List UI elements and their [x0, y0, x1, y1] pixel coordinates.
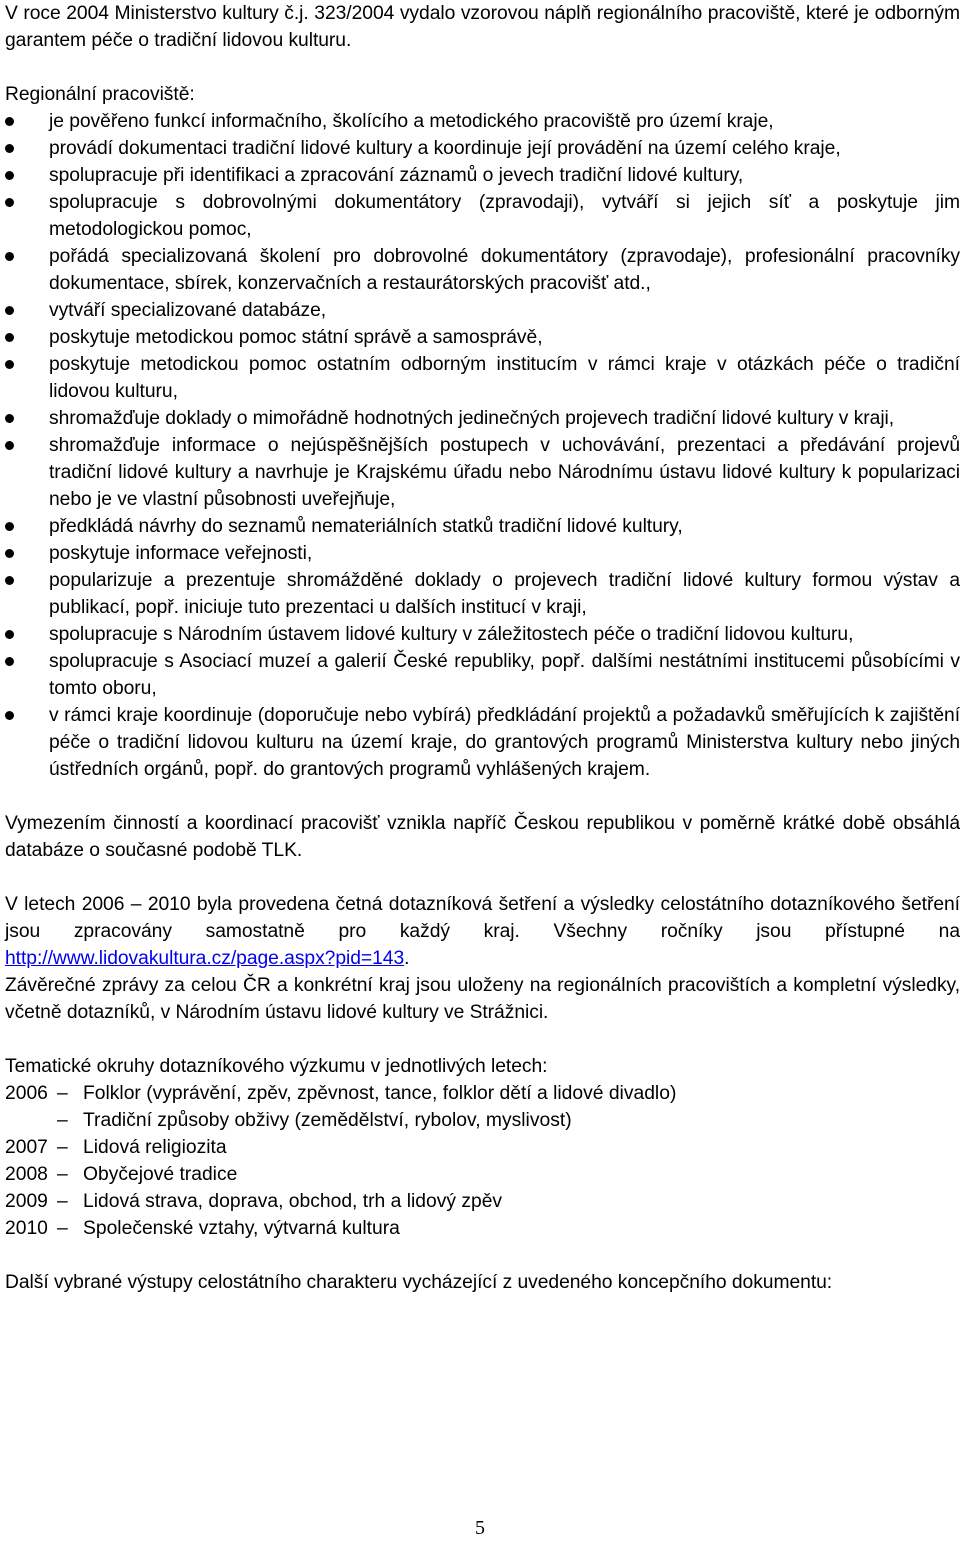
- list-item: [5, 702, 960, 783]
- topic-text: Společenské vztahy, výtvarná kultura: [83, 1218, 400, 1239]
- list-item-text: poskytuje metodickou pomoc ostatním odborným institucím v rámci kraje v otázkách péče o tradiční lidovou kulturu,: [49, 354, 960, 402]
- spacer: [5, 1242, 960, 1269]
- list-item-text: spolupracuje s dobrovolnými dokumentátory (zpravodaji), vytváří si jejich síť a poskytuje jim metodologickou pomoc,: [49, 192, 960, 240]
- bullet-icon: [5, 576, 14, 585]
- list-item: [5, 567, 960, 621]
- topic-year: 2010: [5, 1218, 48, 1239]
- list-item: [5, 243, 960, 297]
- bullet-icon: [5, 711, 14, 720]
- topic-year: 2008: [5, 1164, 48, 1185]
- list-item: [5, 162, 960, 189]
- bullet-icon: [5, 306, 14, 315]
- survey-text: V letech 2006 – 2010 byla provedena četná dotazníková šetření a výsledky celostátního dotazníkového šetření jsou zpracovány samostatně pro každý kraj. Všechny ročníky jsou přístupné na: [5, 894, 960, 942]
- bullet-icon: [5, 414, 14, 423]
- list-item: [5, 540, 960, 567]
- list-item: [5, 432, 960, 513]
- list-item: [5, 135, 960, 162]
- list-item: [5, 297, 960, 324]
- bullet-icon: [5, 117, 14, 126]
- bullet-icon: [5, 171, 14, 180]
- spacer: [5, 1026, 960, 1053]
- bullet-icon: [5, 198, 14, 207]
- list-item-text: spolupracuje při identifikaci a zpracování záznamů o jevech tradiční lidové kultury,: [49, 165, 744, 186]
- topic-year: 2006: [5, 1083, 48, 1104]
- list-item-text: popularizuje a prezentuje shromážděné doklady o projevech tradiční lidové kultury formou výstav a publikací, popř. iniciuje tuto prezentaci u dalších institucí v kraji,: [49, 570, 960, 618]
- coordination-paragraph: Vymezením činností a koordinací pracovišť vznikla napříč Českou republikou v poměrně krátké době obsáhlá databáze o současné podobě TLK.: [5, 813, 960, 861]
- list-item-text: pořádá specializovaná školení pro dobrovolné dokumentátory (zpravodaje), profesionální pracovníky dokumentace, sbírek, konzervačních a restaurátorských pracovišť atd.,: [49, 246, 960, 294]
- regional-duties-list: [5, 108, 960, 783]
- topic-dash: –: [57, 1218, 68, 1239]
- bullet-icon: [5, 333, 14, 342]
- list-item: [5, 405, 960, 432]
- survey-text-end: .: [404, 948, 410, 969]
- list-item-text: spolupracuje s Asociací muzeí a galerií České republiky, popř. dalšími nestátními institucemi působícími v tomto oboru,: [49, 651, 960, 699]
- topic-dash: –: [57, 1191, 68, 1212]
- list-item: [5, 351, 960, 405]
- page-number: 5: [475, 1517, 485, 1539]
- topic-row: [5, 1134, 960, 1161]
- bullet-icon: [5, 360, 14, 369]
- spacer: [5, 54, 960, 81]
- list-item-text: poskytuje informace veřejnosti,: [49, 543, 313, 564]
- bullet-icon: [5, 144, 14, 153]
- outputs-paragraph: Další vybrané výstupy celostátního charakteru vycházející z uvedeného koncepčního dokumentu:: [5, 1272, 833, 1293]
- topic-row: [5, 1080, 960, 1107]
- list-item-text: shromažďuje informace o nejúspěšnějších postupech v uchovávání, prezentaci a předávání projevů tradiční lidové kultury a navrhuje je Krajskému úřadu nebo Národnímu ústavu lidové kultury k popularizaci nebo je ve vlastní působnosti uveřejňuje,: [49, 435, 960, 510]
- bullet-icon: [5, 441, 14, 450]
- list-item-text: vytváří specializované databáze,: [49, 300, 327, 321]
- list-item: [5, 621, 960, 648]
- topic-year: [5, 1107, 57, 1134]
- topic-row: [5, 1215, 960, 1242]
- bullet-icon: [5, 657, 14, 666]
- reports-paragraph: Závěrečné zprávy za celou ČR a konkrétní kraj jsou uloženy na regionálních pracovištích a kompletní výsledky, včetně dotazníků, v Národním ústavu lidové kultury ve Strážnici.: [5, 975, 960, 1023]
- topic-year: 2009: [5, 1191, 48, 1212]
- list-item-text: shromažďuje doklady o mimořádně hodnotných jedinečných projevech tradiční lidové kultury v kraji,: [49, 408, 895, 429]
- topic-text: Obyčejové tradice: [83, 1164, 238, 1185]
- regional-heading: Regionální pracoviště:: [5, 84, 195, 105]
- list-item: [5, 513, 960, 540]
- bullet-icon: [5, 549, 14, 558]
- list-item-text: předkládá návrhy do seznamů nemateriálních statků tradiční lidové kultury,: [49, 516, 683, 537]
- list-item-text: v rámci kraje koordinuje (doporučuje nebo vybírá) předkládání projektů a požadavků směřujících k zajištění péče o tradiční lidovou kulturu na území kraje, do grantových programů Ministerstva kultury nebo jiných ústředních orgánů, popř. do grantových programů vyhlášených krajem.: [49, 705, 960, 780]
- topic-row: [5, 1107, 960, 1134]
- topic-dash: –: [57, 1164, 68, 1185]
- list-item: [5, 189, 960, 243]
- list-item-text: poskytuje metodickou pomoc státní správě a samosprávě,: [49, 327, 543, 348]
- list-item: [5, 324, 960, 351]
- topic-text: Folklor (vyprávění, zpěv, zpěvnost, tance, folklor dětí a lidové divadlo): [83, 1083, 677, 1104]
- list-item-text: provádí dokumentaci tradiční lidové kultury a koordinuje její provádění na území celého kraje,: [49, 138, 841, 159]
- bullet-icon: [5, 252, 14, 261]
- document-page: [5, 0, 960, 1296]
- topic-text: Lidová religiozita: [83, 1137, 227, 1158]
- survey-link[interactable]: http://www.lidovakultura.cz/page.aspx?pid=143: [5, 948, 405, 969]
- topic-text: Tradiční způsoby obživy (zemědělství, rybolov, myslivost): [83, 1110, 572, 1131]
- topic-dash: –: [57, 1137, 68, 1158]
- topics-list: [5, 1080, 960, 1242]
- list-item: [5, 108, 960, 135]
- topic-row: [5, 1188, 960, 1215]
- list-item-text: spolupracuje s Národním ústavem lidové kultury v záležitostech péče o tradiční lidovou kulturu,: [49, 624, 854, 645]
- spacer: [5, 783, 960, 810]
- bullet-icon: [5, 630, 14, 639]
- intro-paragraph: V roce 2004 Ministerstvo kultury č.j. 323/2004 vydalo vzorovou náplň regionálního pracoviště, které je odborným garantem péče o tradiční lidovou kulturu.: [5, 3, 960, 51]
- topic-year: 2007: [5, 1137, 48, 1158]
- topic-dash: –: [57, 1083, 68, 1104]
- survey-paragraph: [5, 891, 960, 972]
- topics-heading: Tematické okruhy dotazníkového výzkumu v jednotlivých letech:: [5, 1056, 548, 1077]
- bullet-icon: [5, 522, 14, 531]
- topic-text: Lidová strava, doprava, obchod, trh a lidový zpěv: [83, 1191, 503, 1212]
- list-item-text: je pověřeno funkcí informačního, školícího a metodického pracoviště pro území kraje,: [49, 111, 774, 132]
- topic-dash: –: [57, 1110, 68, 1131]
- spacer: [5, 864, 960, 891]
- topic-row: [5, 1161, 960, 1188]
- list-item: [5, 648, 960, 702]
